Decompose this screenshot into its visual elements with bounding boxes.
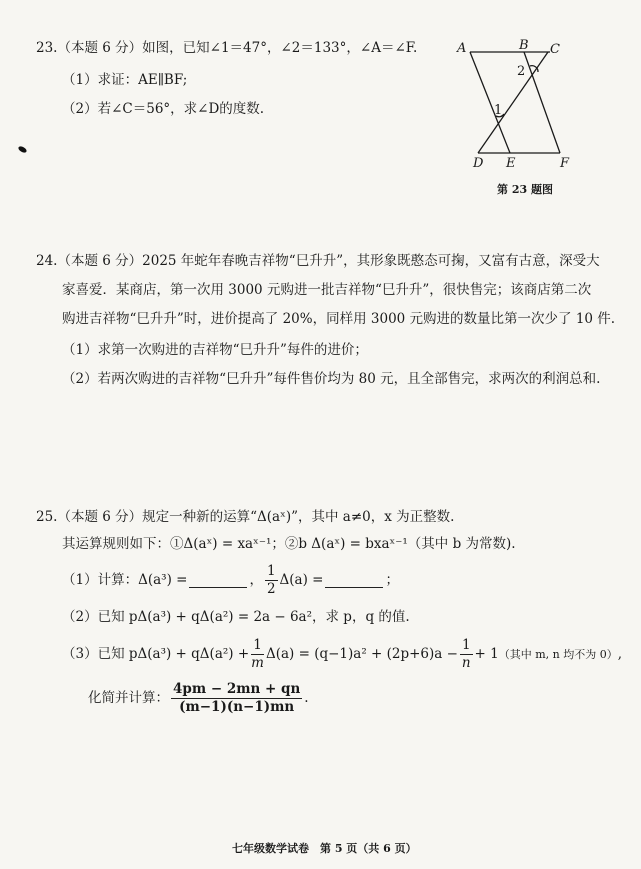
label-angle-2: 2 — [517, 64, 526, 79]
q25-line2: 其运算规则如下：①Δ(aˣ) = xaˣ⁻¹；②b Δ(aˣ) = bxaˣ⁻¹（其中 b 为常数). — [62, 536, 516, 552]
q24-line1: 24.（本题 6 分）2025 年蛇年春晚吉祥物“巳升升”，其形象既憨态可掬，又富有古意，深受大 — [36, 253, 600, 269]
page-footer: 七年级数学试卷 第 5 页（共 6 页） — [232, 842, 417, 855]
q25-part3-a: （3）已知 pΔ(a³) + qΔ(a²) + — [62, 645, 250, 662]
q25-part1-end: ； — [385, 571, 399, 588]
q25-part1-sep: ， — [249, 571, 263, 588]
q24-line3: 购进吉祥物“巳升升”时，进价提高了 20%，同样用 3000 元购进的数量比第一次少了 10 件. — [62, 311, 616, 327]
fraction-numerator: 1 — [266, 563, 276, 579]
q25-part1 — [62, 564, 399, 597]
q25-part3-c: + 1 — [474, 645, 499, 662]
q25-part1-prefix: （1）计算：Δ(a³) = — [62, 571, 188, 588]
label-e: E — [506, 156, 516, 171]
fraction-denominator: n — [461, 654, 471, 671]
q23-stem: 23.（本题 6 分）如图，已知∠1＝47°，∠2＝133°，∠A＝∠F. — [36, 40, 418, 56]
q25-part3-end: , — [617, 645, 623, 662]
label-c: C — [550, 42, 560, 57]
q24-part1: （1）求第一次购进的吉祥物“巳升升”每件的进价； — [62, 342, 368, 358]
label-f: F — [560, 156, 570, 171]
q24-part2: （2）若两次购进的吉祥物“巳升升”每件售价均为 80 元，且全部售完，求两次的利润总和. — [62, 371, 601, 387]
line-ae — [470, 52, 510, 153]
q25-simplify-label: 化简并计算： — [88, 689, 169, 706]
line-bf — [524, 52, 560, 153]
fraction-numerator: 1 — [253, 637, 262, 653]
label-angle-1: 1 — [494, 103, 503, 118]
fraction-one-over-m — [251, 638, 264, 671]
ink-mark — [17, 145, 27, 154]
q23-figure-caption: 第 23 题图 — [497, 183, 553, 196]
fraction-numerator: 1 — [461, 637, 471, 653]
label-b: B — [519, 38, 529, 53]
fraction-denominator: 2 — [266, 580, 276, 597]
q25-simplify — [88, 682, 309, 715]
label-d: D — [473, 156, 484, 171]
line-cd — [478, 52, 548, 153]
fraction-denominator: m — [251, 654, 264, 671]
q25-line1: 25.（本题 6 分）规定一种新的运算“Δ(aˣ)”，其中 a≠0，x 为正整数. — [36, 509, 455, 525]
fraction-denominator: (m−1)(n−1)mn — [179, 698, 295, 715]
answer-blank-2[interactable] — [325, 573, 383, 588]
q23-figure — [448, 36, 598, 176]
q25-part1-mid: Δ(a) = — [279, 571, 324, 588]
q25-part2: （2）已知 pΔ(a³) + qΔ(a²) = 2a − 6a²，求 p，q 的值. — [62, 609, 410, 625]
label-a: A — [457, 41, 467, 56]
q25-simplify-end: . — [304, 689, 309, 706]
q25-part3-b: Δ(a) = (q−1)a² + (2p+6)a − — [265, 645, 458, 662]
q25-part3 — [62, 638, 622, 671]
q25-part3-note: （其中 m, n 均不为 0） — [498, 647, 618, 661]
q23-part1: （1）求证：AE∥BF; — [62, 72, 188, 88]
q23-part2: （2）若∠C＝56°，求∠D的度数. — [62, 101, 265, 117]
answer-blank-1[interactable] — [189, 573, 247, 588]
q24-line2: 家喜爱．某商店，第一次用 3000 元购进一批吉祥物“巳升升”，很快售完；该商店第二次 — [62, 282, 592, 298]
fraction-numerator: 4pm − 2mn + qn — [173, 681, 301, 697]
fraction-simplify-expression — [171, 682, 302, 715]
fraction-one-half — [265, 564, 278, 597]
fraction-one-over-n — [460, 638, 473, 671]
